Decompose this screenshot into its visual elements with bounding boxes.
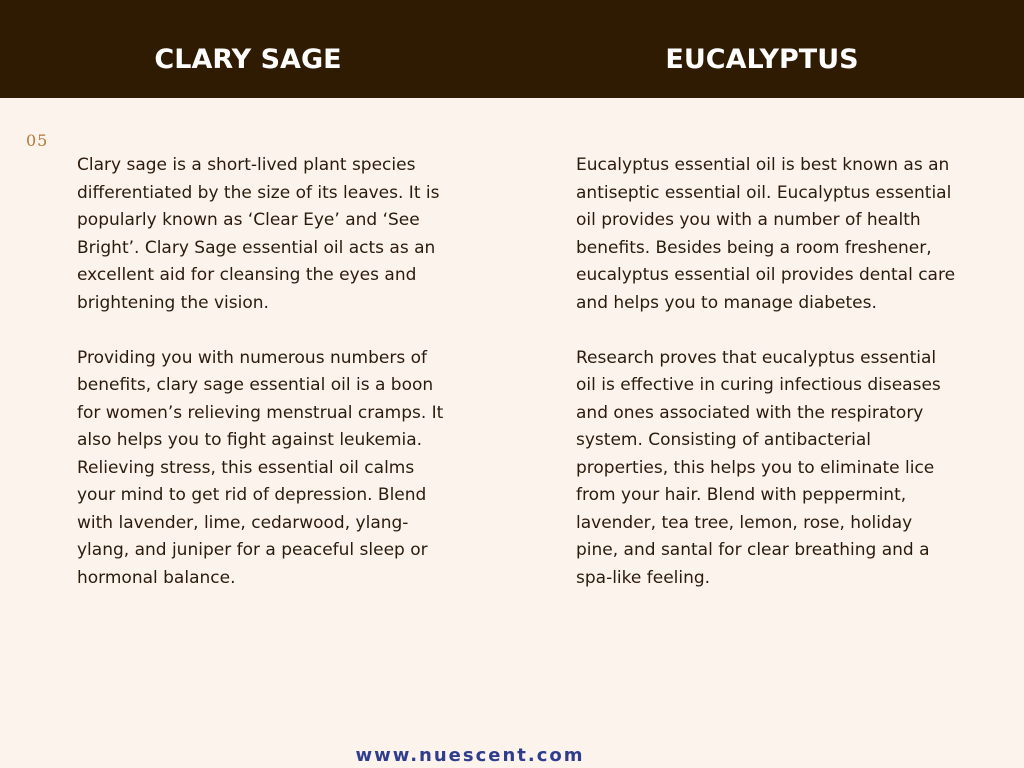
page-number: 05 [26, 131, 49, 150]
clary-sage-title: CLARY SAGE [154, 44, 342, 75]
clary-sage-paragraph-1: Clary sage is a short-lived plant species differentiated by the size of its leaves. It is popularly known as ‘Clear Eye’ and ‘See Bright’. Clary Sage essential oil acts as an excellent aid for cleansing the eyes and brightening the vision. [77, 155, 440, 313]
eucalyptus-column [576, 152, 956, 620]
eucalyptus-paragraph-2: Research proves that eucalyptus essential oil is effective in curing infectious diseases and ones associated with the respiratory system. Consisting of antibacterial properties, this helps you to eliminate lice from your hair. Blend with peppermint, lavender, tea tree, lemon, rose, holiday pine, and santal for clear breathing and a spa-like feeling. [576, 347, 941, 588]
eucalyptus-paragraph-1: Eucalyptus essential oil is best known as an antiseptic essential oil. Eucalyptus essential oil provides you with a number of health benefits. Besides being a room freshener, eucalyptus essential oil provides dental care and helps you to manage diabetes. [576, 155, 956, 313]
clary-sage-paragraph-2: Providing you with numerous numbers of benefits, clary sage essential oil is a boon for women’s relieving menstrual cramps. It also helps you to fight against leukemia. Relieving stress, this essential oil calms your mind to get rid of depression. Blend with lavender, lime, cedarwood, ylang-ylang, and juniper for a peaceful sleep or hormonal balance. [77, 347, 444, 588]
header-band [0, 0, 1024, 98]
eucalyptus-title: EUCALYPTUS [665, 44, 859, 75]
website-link[interactable]: www.nuescent.com [355, 745, 585, 766]
clary-sage-column [77, 152, 449, 620]
